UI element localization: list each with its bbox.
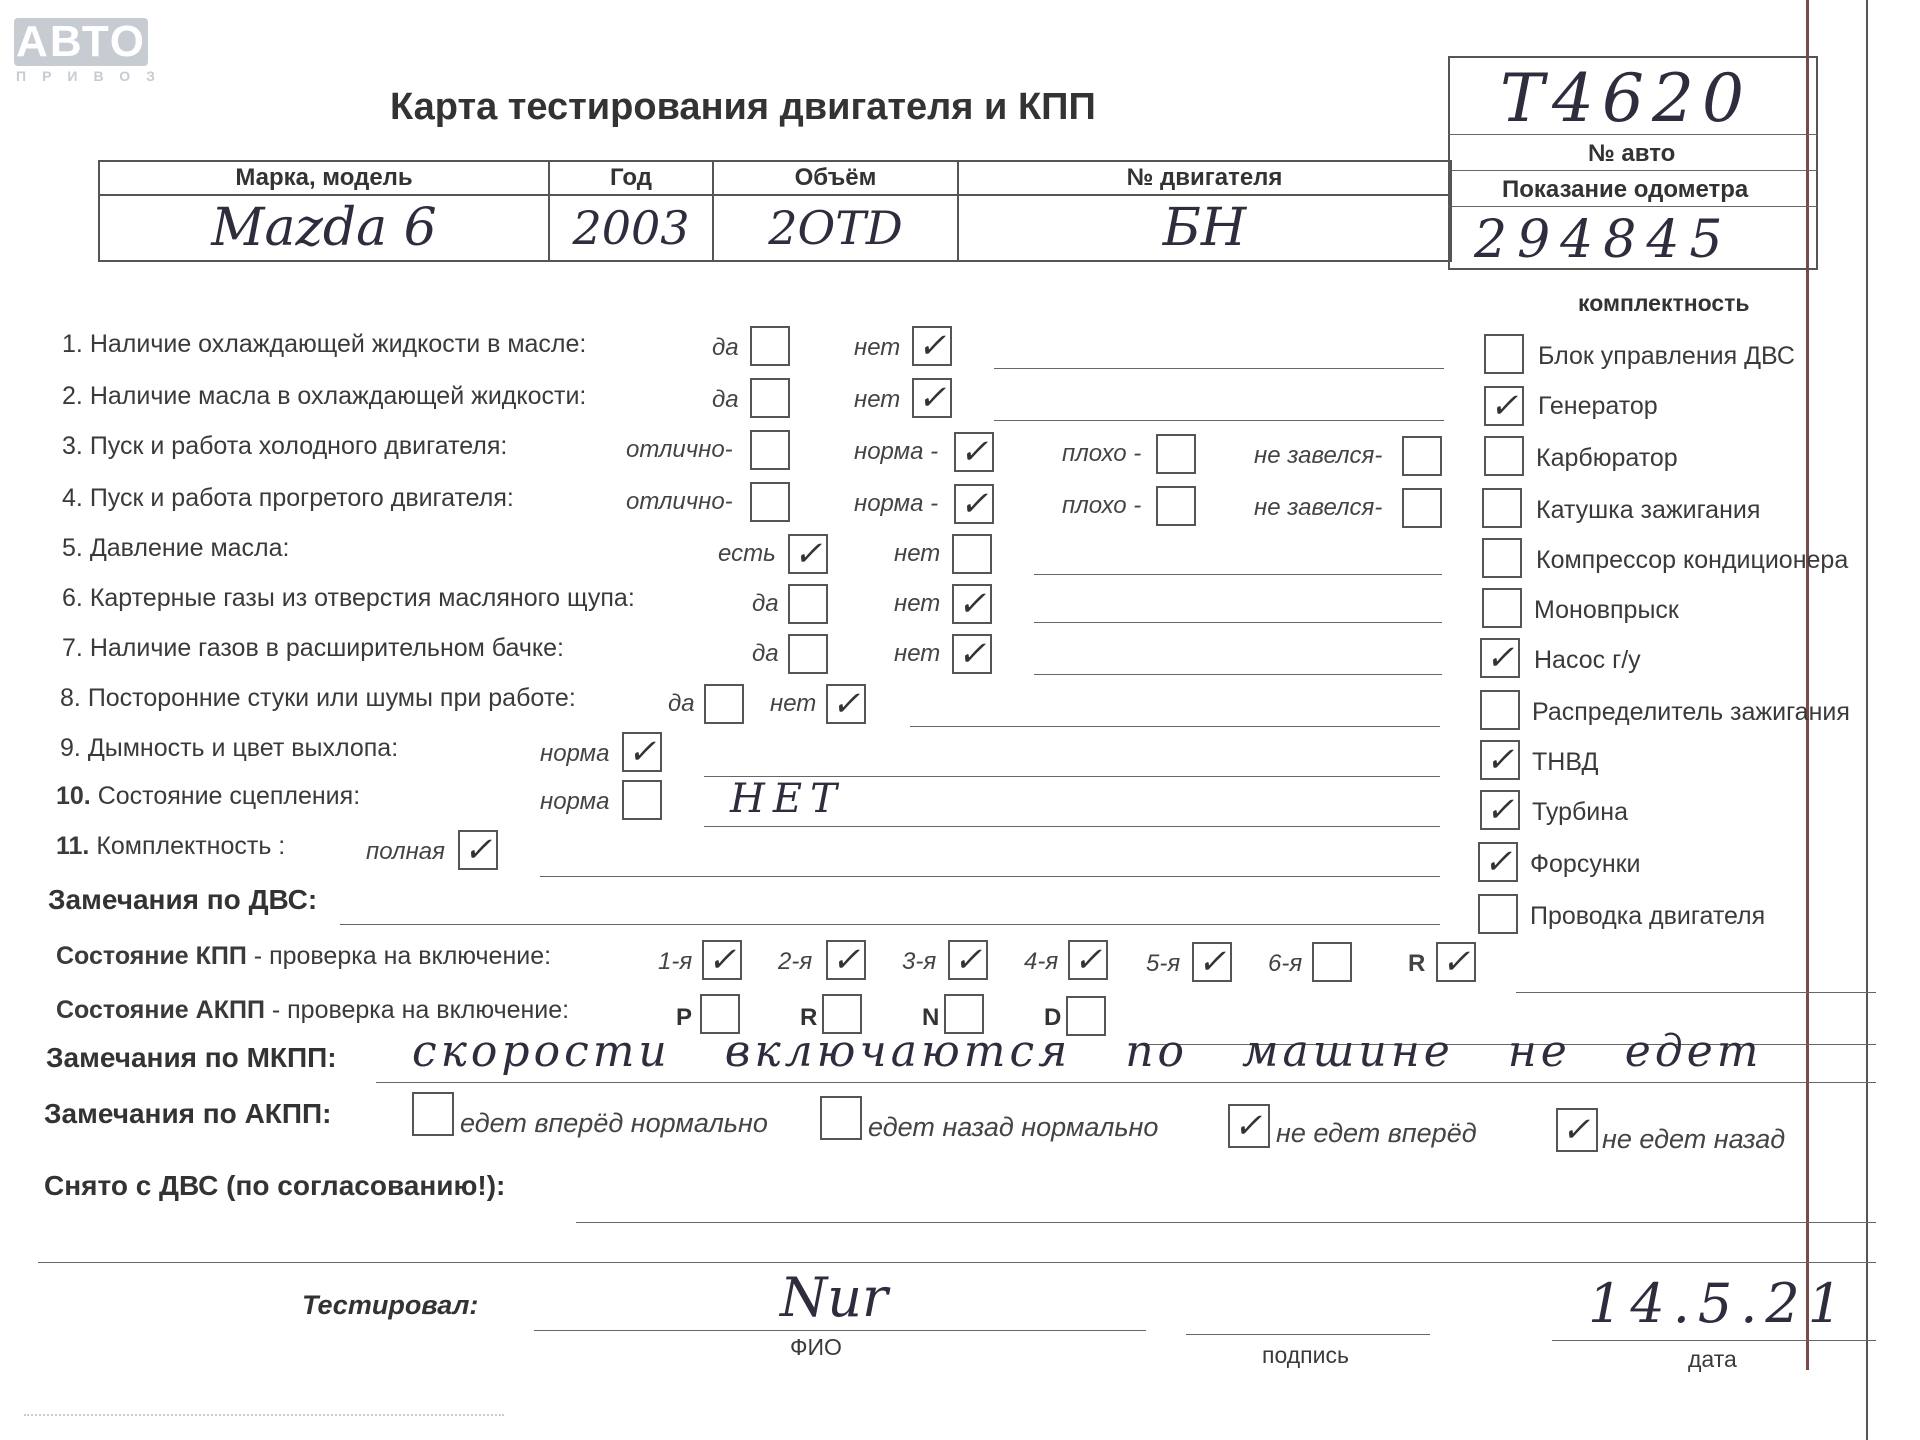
q5-opt-yes: есть bbox=[718, 540, 776, 567]
q1-opt-net: нет bbox=[854, 334, 901, 361]
kpp-gear-2-label: 2-я bbox=[778, 948, 813, 975]
akpp-remark-rev-ok-checkbox[interactable] bbox=[820, 1096, 862, 1140]
q5-check-mark: ✓ bbox=[793, 534, 823, 574]
question-1: 1. Наличие охлаждающей жидкости в масле: bbox=[62, 330, 587, 358]
divider bbox=[1448, 206, 1818, 207]
q8-check-mark: ✓ bbox=[831, 684, 861, 724]
answer-line bbox=[340, 924, 1440, 925]
comp-mark-ecu bbox=[1484, 334, 1524, 374]
date-label: дата bbox=[1688, 1346, 1737, 1372]
comp-label-ecu: Блок управления ДВС bbox=[1538, 342, 1795, 370]
answer-line bbox=[38, 1262, 1876, 1263]
q3-opt-excellent: отлично- bbox=[626, 436, 733, 463]
answer-line bbox=[376, 1082, 1876, 1083]
answer-line bbox=[910, 726, 1440, 727]
question-7: 7. Наличие газов в расширительном бачке: bbox=[62, 634, 564, 662]
margin-line bbox=[1866, 0, 1868, 1440]
q8-opt-no: нет bbox=[770, 690, 817, 717]
akpp-pos-p-label: P bbox=[676, 1004, 693, 1031]
dvs-remarks-label: Замечания по ДВС: bbox=[48, 884, 318, 915]
q3-opt-no-start: не завелся- bbox=[1254, 442, 1383, 469]
question-2: 2. Наличие масла в охлаждающей жидкости: bbox=[62, 382, 587, 410]
q4-checkbox-bad[interactable] bbox=[1156, 486, 1196, 526]
q6-opt-no: нет bbox=[894, 590, 941, 617]
mkpp-remarks-value: скорости включаются по машине не едет bbox=[412, 1026, 1763, 1077]
akpp-label: Состояние АКПП - проверка на включение: bbox=[56, 996, 570, 1024]
q9-check-mark: ✓ bbox=[627, 732, 657, 772]
q4-opt-bad: плохо - bbox=[1062, 492, 1142, 519]
comp-mark-wiring bbox=[1478, 894, 1518, 934]
q6-opt-yes: да bbox=[752, 590, 779, 617]
comp-label-wiring: Проводка двигателя bbox=[1530, 902, 1766, 930]
q2-opt-da: да bbox=[712, 386, 739, 413]
akpp-remark-no-fwd-mark: ✓ bbox=[1233, 1106, 1263, 1146]
mkpp-remarks-label: Замечания по МКПП: bbox=[46, 1042, 337, 1073]
comp-mark-ac-compressor bbox=[1482, 538, 1522, 578]
fio-value: Nur bbox=[780, 1266, 888, 1329]
akpp-remark-no-rev-mark: ✓ bbox=[1561, 1110, 1591, 1150]
akpp-remark-no-rev-label: не едет назад bbox=[1602, 1124, 1786, 1154]
q3-check-mark: ✓ bbox=[959, 432, 989, 472]
tested-by-label: Тестировал: bbox=[302, 1290, 479, 1320]
q3-checkbox-no-start[interactable] bbox=[1402, 436, 1442, 476]
page-bottom-edge bbox=[24, 1414, 504, 1416]
q3-opt-bad: плохо - bbox=[1062, 440, 1142, 467]
kpp-gear-6-label: 6-я bbox=[1268, 950, 1303, 977]
kpp-gear-1-mark: ✓ bbox=[707, 940, 737, 980]
question-4: 4. Пуск и работа прогретого двигателя: bbox=[62, 484, 514, 512]
signature-label: подпись bbox=[1262, 1342, 1349, 1368]
q1-opt-da: да bbox=[712, 334, 739, 361]
question-5: 5. Давление масла: bbox=[62, 534, 290, 562]
signature-line bbox=[1186, 1334, 1430, 1335]
q4-opt-no-start: не завелся- bbox=[1254, 494, 1383, 521]
year-value: 2003 bbox=[549, 195, 713, 261]
engine-number-value: БН bbox=[958, 195, 1451, 261]
q10-note: НЕТ bbox=[730, 776, 845, 822]
q4-check-mark: ✓ bbox=[959, 484, 989, 524]
answer-line bbox=[994, 368, 1444, 369]
kpp-gear-r-label: R bbox=[1408, 950, 1426, 977]
comp-label-mono-injection: Моновпрыск bbox=[1534, 596, 1679, 624]
kpp-label: Состояние КПП - проверка на включение: bbox=[56, 942, 552, 970]
completeness-title: комплектность bbox=[1578, 290, 1750, 316]
question-6: 6. Картерные газы из отверстия масляного щупа: bbox=[62, 584, 635, 612]
kpp-gear-4-mark: ✓ bbox=[1073, 940, 1103, 980]
comp-label-carburetor: Карбюратор bbox=[1536, 444, 1678, 472]
header-engine-number: № двигателя bbox=[958, 161, 1451, 195]
answer-line bbox=[704, 826, 1440, 827]
question-10: 10. Состояние сцепления: bbox=[56, 782, 361, 810]
comp-label-ps-pump: Насос г/у bbox=[1534, 646, 1641, 674]
q1-check-mark: ✓ bbox=[917, 326, 947, 366]
q2-opt-net: нет bbox=[854, 386, 901, 413]
comp-mark-turbo: ✓ bbox=[1485, 790, 1515, 830]
q2-checkbox-da[interactable] bbox=[750, 378, 790, 418]
car-number-value: Т4620 bbox=[1500, 60, 1752, 137]
q8-checkbox-yes[interactable] bbox=[704, 684, 744, 724]
q10-checkbox-normal[interactable] bbox=[622, 780, 662, 820]
q11-check-mark: ✓ bbox=[463, 830, 493, 870]
kpp-gear-6-checkbox[interactable] bbox=[1312, 942, 1352, 982]
comp-mark-injectors: ✓ bbox=[1483, 842, 1513, 882]
logo: АВТО bbox=[14, 18, 148, 66]
fio-label: ФИО bbox=[790, 1334, 842, 1360]
akpp-remark-rev-ok-label: едет назад нормально bbox=[868, 1112, 1159, 1142]
q7-opt-no: нет bbox=[894, 640, 941, 667]
q7-opt-yes: да bbox=[752, 640, 779, 667]
kpp-gear-4-label: 4-я bbox=[1024, 948, 1059, 975]
odometer-value: 294845 bbox=[1474, 210, 1733, 270]
comp-label-ignition-coil: Катушка зажигания bbox=[1536, 496, 1761, 524]
comp-label-distributor: Распределитель зажигания bbox=[1532, 698, 1850, 726]
akpp-pos-r-label: R bbox=[800, 1004, 818, 1031]
q9-opt-normal: норма bbox=[540, 740, 610, 767]
removed-label: Снято с ДВС (по согласованию!): bbox=[44, 1170, 506, 1201]
question-8: 8. Посторонние стуки или шумы при работе: bbox=[60, 684, 576, 712]
kpp-gear-3-mark: ✓ bbox=[953, 940, 983, 980]
akpp-pos-n-label: N bbox=[922, 1004, 940, 1031]
q6-check-mark: ✓ bbox=[957, 584, 987, 624]
q3-opt-normal: норма - bbox=[854, 438, 939, 465]
kpp-gear-1-label: 1-я bbox=[658, 948, 693, 975]
q3-checkbox-excellent[interactable] bbox=[750, 430, 790, 470]
akpp-remark-fwd-ok-checkbox[interactable] bbox=[412, 1092, 454, 1136]
car-number-label: № авто bbox=[1588, 140, 1676, 167]
vehicle-header-table bbox=[98, 160, 1452, 262]
comp-mark-ps-pump: ✓ bbox=[1485, 638, 1515, 678]
divider bbox=[1448, 134, 1818, 135]
logo-subtitle: ПРИВОЗ bbox=[16, 68, 171, 84]
odometer-label: Показание одометра bbox=[1502, 176, 1749, 203]
answer-line bbox=[994, 420, 1444, 421]
q4-checkbox-no-start[interactable] bbox=[1402, 488, 1442, 528]
q6-checkbox-yes[interactable] bbox=[788, 584, 828, 624]
comp-mark-injection-pump: ✓ bbox=[1485, 740, 1515, 780]
q8-opt-yes: да bbox=[668, 690, 695, 717]
date-value: 14.5.21 bbox=[1588, 1272, 1851, 1335]
q5-checkbox-no[interactable] bbox=[952, 534, 992, 574]
comp-label-ac-compressor: Компрессор кондиционера bbox=[1536, 546, 1849, 574]
answer-line bbox=[1516, 992, 1876, 993]
kpp-gear-r-mark: ✓ bbox=[1441, 942, 1471, 982]
question-9: 9. Дымность и цвет выхлопа: bbox=[60, 734, 399, 762]
page-title: Карта тестирования двигателя и КПП bbox=[390, 86, 1096, 128]
header-year: Год bbox=[549, 161, 713, 195]
q11-opt-full: полная bbox=[366, 838, 445, 865]
fio-line bbox=[534, 1330, 1146, 1331]
kpp-gear-3-label: 3-я bbox=[902, 948, 937, 975]
akpp-remark-fwd-ok-label: едет вперёд нормально bbox=[460, 1108, 768, 1138]
comp-mark-mono-injection bbox=[1482, 588, 1522, 628]
kpp-gear-2-mark: ✓ bbox=[831, 940, 861, 980]
answer-line bbox=[1034, 674, 1442, 675]
q7-checkbox-yes[interactable] bbox=[788, 634, 828, 674]
comp-label-turbo: Турбина bbox=[1532, 798, 1628, 826]
comp-mark-generator: ✓ bbox=[1489, 386, 1519, 426]
comp-mark-distributor bbox=[1480, 690, 1520, 730]
volume-value: 2ОТD bbox=[713, 195, 958, 261]
kpp-gear-5-mark: ✓ bbox=[1197, 942, 1227, 982]
answer-line bbox=[576, 1222, 1876, 1223]
comp-label-injection-pump: ТНВД bbox=[1532, 748, 1599, 776]
comp-mark-ignition-coil bbox=[1482, 488, 1522, 528]
q5-opt-no: нет bbox=[894, 540, 941, 567]
q7-check-mark: ✓ bbox=[957, 634, 987, 674]
akpp-remark-no-fwd-label: не едет вперёд bbox=[1276, 1118, 1477, 1148]
q4-checkbox-excellent[interactable] bbox=[750, 482, 790, 522]
header-make-model: Марка, модель bbox=[99, 161, 549, 195]
make-model-value: Mazda 6 bbox=[99, 195, 549, 261]
kpp-gear-5-label: 5-я bbox=[1146, 950, 1181, 977]
akpp-pos-d-label: D bbox=[1044, 1004, 1062, 1031]
q4-opt-normal: норма - bbox=[854, 490, 939, 517]
date-line bbox=[1552, 1340, 1876, 1341]
q4-opt-excellent: отлично- bbox=[626, 488, 733, 515]
q2-check-mark: ✓ bbox=[917, 378, 947, 418]
comp-mark-carburetor bbox=[1484, 436, 1524, 476]
q3-checkbox-bad[interactable] bbox=[1156, 434, 1196, 474]
q10-opt-normal: норма bbox=[540, 788, 610, 815]
question-3: 3. Пуск и работа холодного двигателя: bbox=[62, 432, 508, 460]
answer-line bbox=[1034, 574, 1442, 575]
q1-checkbox-da[interactable] bbox=[750, 326, 790, 366]
question-11: 11. Комплектность : bbox=[56, 832, 286, 860]
akpp-remarks-label: Замечания по АКПП: bbox=[44, 1098, 332, 1129]
divider bbox=[1448, 170, 1818, 171]
answer-line bbox=[540, 876, 1440, 877]
header-volume: Объём bbox=[713, 161, 958, 195]
comp-label-injectors: Форсунки bbox=[1530, 850, 1641, 878]
comp-label-generator: Генератор bbox=[1538, 392, 1658, 420]
answer-line bbox=[1034, 622, 1442, 623]
